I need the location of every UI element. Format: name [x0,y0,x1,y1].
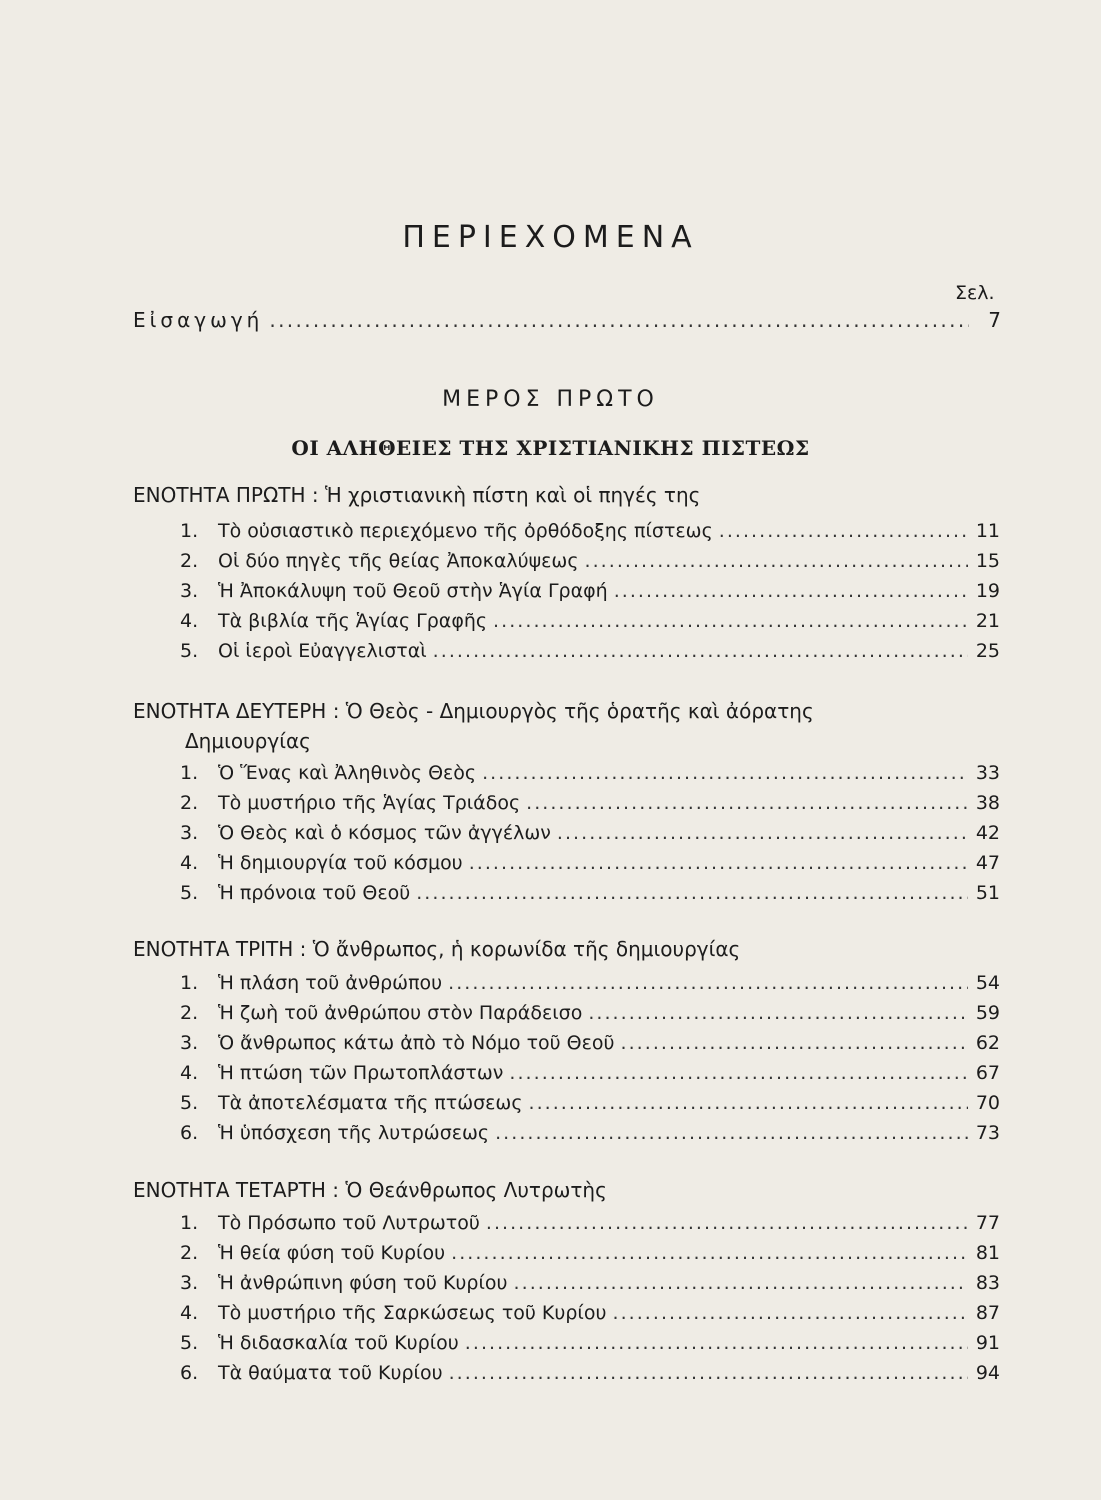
entry-number: 2. [180,1242,199,1264]
toc-entry [180,882,1000,912]
entry-page: 54 [975,972,1000,994]
toc-entry [180,792,1000,822]
toc-entry [180,1092,1000,1122]
entry-number: 5. [180,1332,199,1354]
entry-page: 51 [975,882,1000,904]
leader-dots [482,762,968,784]
entry-page: 87 [975,1302,1000,1324]
leader-dots [621,1032,968,1054]
entry-title: Ἡ δημιουργία τοῦ κόσμου [218,852,463,874]
entry-number: 5. [180,640,199,662]
entry-number: 5. [180,882,199,904]
leader-dots [416,882,968,904]
entry-page: 67 [975,1062,1000,1084]
entry-number: 1. [180,762,199,784]
leader-dots [448,972,968,994]
toc-entry [180,550,1000,580]
leader-dots [269,308,969,332]
section-heading-text: ΕΝΟΤΗΤΑ ΤΕΤΑΡΤΗ : Ὁ Θεάνθρωπος Λυτρωτὴς [133,1178,607,1202]
entry-page: 62 [975,1032,1000,1054]
entry-title: Τὰ βιβλία τῆς Ἁγίας Γραφῆς [218,610,488,632]
entry-title: Τὰ θαύματα τοῦ Κυρίου [218,1362,443,1384]
entry-page: 91 [975,1332,1000,1354]
section-heading [133,480,1001,510]
leader-dots [465,1332,968,1354]
toc-entry [180,1062,1000,1092]
entry-number: 6. [180,1122,199,1144]
entry-page: 70 [975,1092,1000,1114]
entry-title: Ὁ ἄνθρωπος κάτω ἀπὸ τὸ Νόμο τοῦ Θεοῦ [218,1032,615,1054]
entry-title: Τὸ μυστήριο τῆς Ἁγίας Τριάδος [218,792,521,814]
entry-number: 4. [180,1302,199,1324]
leader-dots [585,550,969,572]
section-heading-text: ΕΝΟΤΗΤΑ ΔΕΥΤΕΡΗ : Ὁ Θεὸς - Δημιουργὸς τῆς ὁρατῆς καὶ ἀόρατης [133,699,814,723]
toc-entry [180,1332,1000,1362]
leader-dots [495,1122,968,1144]
entry-page: 73 [975,1122,1000,1144]
entry-number: 2. [180,792,199,814]
entry-title: Ἡ ὑπόσχεση τῆς λυτρώσεως [218,1122,490,1144]
entry-page: 59 [975,1002,1000,1024]
entry-number: 3. [180,580,199,602]
toc-entry [180,580,1000,610]
entry-title: Οἱ δύο πηγὲς τῆς θείας Ἀποκαλύψεως [218,550,579,572]
page-title: ΠΕΡΙΕΧΟΜΕΝΑ [402,220,699,255]
entry-page: 47 [975,852,1000,874]
entry-title: Ἡ Ἀποκάλυψη τοῦ Θεοῦ στὴν Ἁγία Γραφή [218,580,608,602]
entry-page: 77 [975,1212,1000,1234]
entry-number: 1. [180,1212,199,1234]
toc-entry [180,1032,1000,1062]
entry-number: 4. [180,610,199,632]
entry-title: Ὁ Θεὸς καὶ ὁ κόσμος τῶν ἀγγέλων [218,822,551,844]
toc-entry [180,1122,1000,1152]
toc-entry [180,1272,1000,1302]
leader-dots [526,792,968,814]
entry-number: 5. [180,1092,199,1114]
leader-dots [528,1092,968,1114]
toc-entry [180,852,1000,882]
section-heading [133,1175,1001,1205]
toc-entry [180,1302,1000,1332]
entry-number: 1. [180,972,199,994]
entry-title: Ὁ Ἕνας καὶ Ἀληθινὸς Θεὸς [218,762,477,784]
entry-title: Ἡ πτώση τῶν Πρωτοπλάστων [218,1062,504,1084]
leader-dots [449,1362,968,1384]
leader-dots [451,1242,968,1264]
entry-title: Οἱ ἱεροὶ Εὐαγγελισταὶ [218,640,427,662]
toc-entry [180,1362,1000,1392]
entry-page: 15 [975,550,1000,572]
entry-title: Ἡ πρόνοια τοῦ Θεοῦ [218,882,411,904]
entry-title: Τὸ μυστήριο τῆς Σαρκώσεως τοῦ Κυρίου [218,1302,607,1324]
entry-number: 2. [180,1002,199,1024]
toc-entry [180,972,1000,1002]
entry-title: Τὸ οὐσιαστικὸ περιεχόμενο τῆς ὀρθόδοξης πίστεως [218,520,713,542]
entry-number: 4. [180,852,199,874]
leader-dots [486,1212,968,1234]
part-heading: ΟΙ ΑΛΗΘΕΙΕΣ ΤΗΣ ΧΡΙΣΤΙΑΝΙΚΗΣ ΠΙΣΤΕΩΣ [291,436,810,460]
entry-number: 4. [180,1062,199,1084]
leader-dots [557,822,968,844]
section-heading [133,934,1001,964]
entry-page: 11 [975,520,1000,542]
entry-number: 1. [180,520,199,542]
entry-title: Τὰ ἀποτελέσματα τῆς πτώσεως [218,1092,523,1114]
part-label: ΜΕΡΟΣ ΠΡΩΤΟ [442,387,659,412]
section-heading-text: ΕΝΟΤΗΤΑ ΠΡΩΤΗ : Ἡ χριστιανικὴ πίστη καὶ οἱ πηγές της [133,483,701,507]
leader-dots [588,1002,968,1024]
entry-page: 38 [975,792,1000,814]
entry-title: Ἡ ἀνθρώπινη φύση τοῦ Κυρίου [218,1272,508,1294]
toc-entry [180,520,1000,550]
entry-title: Ἡ διδασκαλία τοῦ Κυρίου [218,1332,459,1354]
toc-entry [180,762,1000,792]
intro-label: Εἰσαγωγή [133,308,264,332]
entry-number: 3. [180,1272,199,1294]
entry-number: 3. [180,822,199,844]
entry-title: Ἡ ζωὴ τοῦ ἀνθρώπου στὸν Παράδεισο [218,1002,583,1024]
leader-dots [493,610,968,632]
page-column-label: Σελ. [955,282,995,304]
entry-page: 33 [975,762,1000,784]
leader-dots [719,520,968,542]
leader-dots [514,1272,968,1294]
toc-entry [180,1212,1000,1242]
leader-dots [612,1302,968,1324]
entry-page: 25 [975,640,1000,662]
leader-dots [469,852,968,874]
entry-title: Τὸ Πρόσωπο τοῦ Λυτρωτοῦ [218,1212,480,1234]
toc-entry [180,1242,1000,1272]
entry-number: 3. [180,1032,199,1054]
entry-page: 81 [975,1242,1000,1264]
entry-page: 42 [975,822,1000,844]
entry-page: 21 [975,610,1000,632]
entry-number: 6. [180,1362,199,1384]
toc-entry [180,822,1000,852]
toc-entry [180,610,1000,640]
entry-page: 94 [975,1362,1000,1384]
leader-dots [433,640,968,662]
entry-page: 19 [975,580,1000,602]
entry-number: 2. [180,550,199,572]
entry-title: Ἡ θεία φύση τοῦ Κυρίου [218,1242,446,1264]
intro-page: 7 [988,308,1001,332]
toc-entry [180,640,1000,670]
leader-dots [509,1062,968,1084]
toc-entry [180,1002,1000,1032]
entry-title: Ἡ πλάση τοῦ ἀνθρώπου [218,972,443,994]
section-heading-continuation: Δημιουργίας [185,729,311,753]
section-heading [133,696,1001,756]
intro-entry [133,308,1001,338]
leader-dots [614,580,968,602]
entry-page: 83 [975,1272,1000,1294]
section-heading-text: ΕΝΟΤΗΤΑ ΤΡΙΤΗ : Ὁ ἄνθρωπος, ἡ κορωνίδα τῆς δημιουργίας [133,937,741,961]
